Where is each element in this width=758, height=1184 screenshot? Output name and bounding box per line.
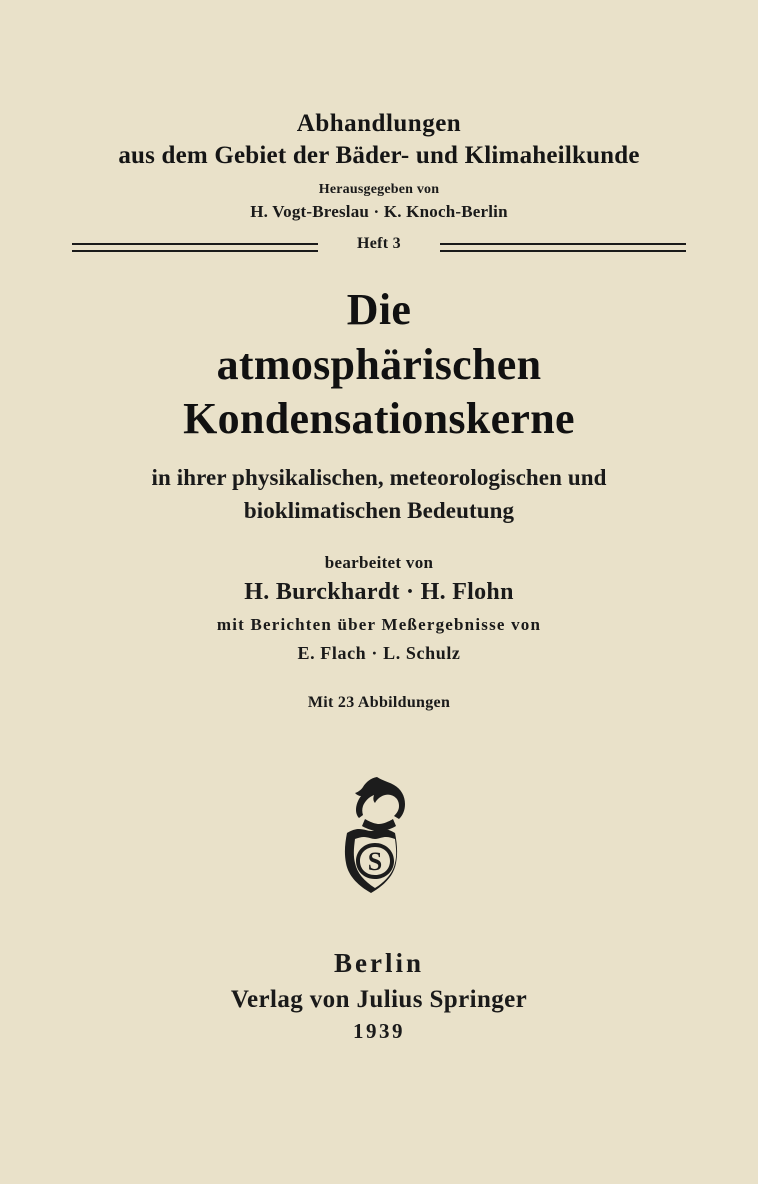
title-page-content — [0, 108, 758, 1044]
series-header — [0, 108, 758, 222]
imprint — [0, 948, 758, 1044]
reporter-names: E. Flach · L. Schulz — [297, 643, 461, 664]
author-names: H. Burckhardt · H. Flohn — [244, 579, 514, 606]
page-subtitle — [0, 461, 758, 528]
issue-rule — [0, 235, 758, 257]
subtitle-line-2: bioklimatischen Bedeutung — [243, 497, 515, 523]
title-line-1: Die — [346, 285, 412, 334]
title-line-2: atmosphärischen — [216, 339, 542, 389]
reports-label: mit Berichten über Meßergebnisse von — [216, 615, 542, 635]
page-title — [0, 283, 758, 447]
editor-names: H. Vogt-Breslau · K. Knoch-Berlin — [250, 202, 508, 221]
series-title-line1: Abhandlungen — [296, 110, 462, 137]
subtitle-line-1: in ihrer physikalischen, meteorologischen und — [151, 464, 607, 490]
issue-number: Heft 3 — [356, 235, 401, 252]
imprint-city: Berlin — [334, 948, 424, 979]
logo-monogram: S — [367, 847, 383, 877]
springer-knight-logo-icon — [331, 771, 427, 899]
series-title-line2: aus dem Gebiet der Bäder- und Klimaheilkunde — [118, 142, 640, 169]
publisher-logo-container — [0, 770, 758, 900]
imprint-year: 1939 — [353, 1019, 405, 1044]
title-line-3: Kondensationskerne — [183, 394, 575, 444]
byline-label: bearbeitet von — [324, 553, 434, 573]
editor-label: Herausgegeben von — [318, 182, 440, 197]
figures-note: Mit 23 Abbildungen — [307, 694, 451, 712]
imprint-publisher: Verlag von Julius Springer — [230, 986, 528, 1014]
